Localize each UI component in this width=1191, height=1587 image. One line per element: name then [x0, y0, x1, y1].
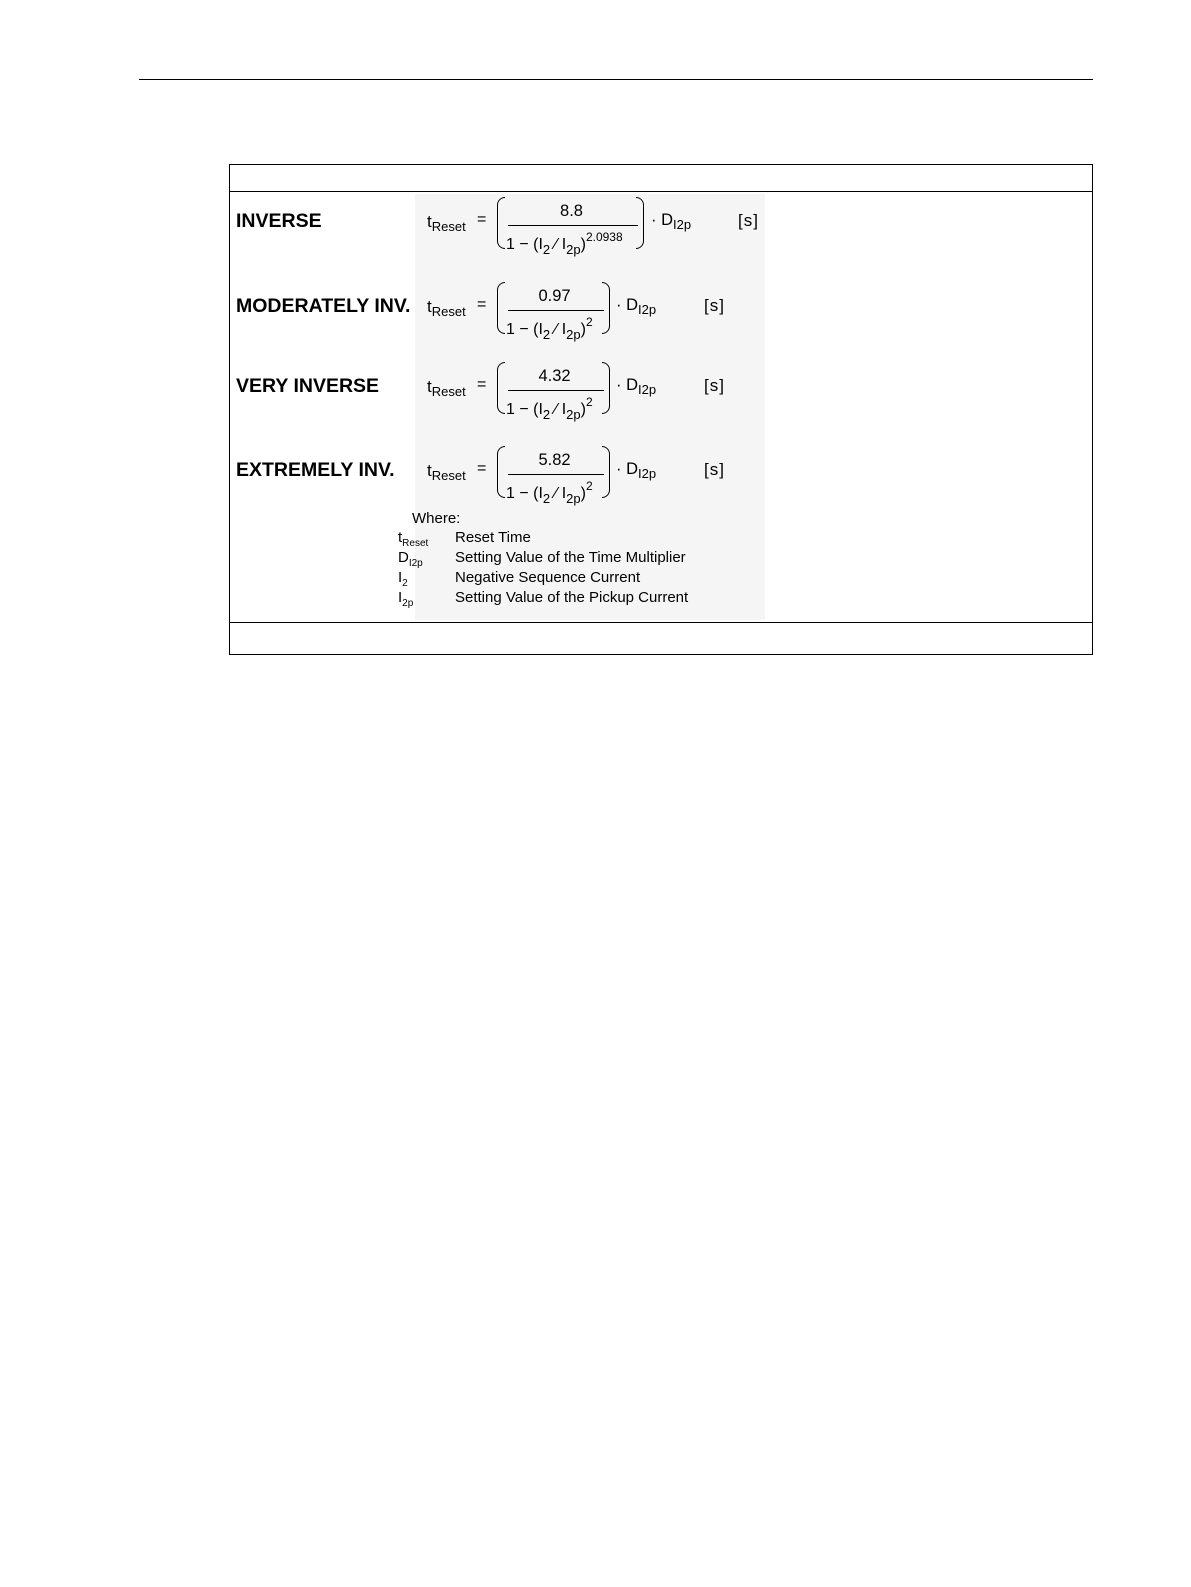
characteristic-name: INVERSE [236, 210, 322, 232]
time-multiplier: · $D_{I2p}$ [616, 296, 657, 317]
unit-seconds: [s] [704, 296, 725, 315]
numerator: 4.32 [538, 367, 571, 385]
denominator: $1 - (I_2$ ⁄ $I_{2p})^{2.0938}$ [506, 230, 623, 257]
right-paren [602, 282, 610, 334]
time-multiplier: · $D_{I2p}$ [616, 460, 657, 481]
t-reset-symbol: $t_{Reset}$ [427, 297, 466, 319]
legend-description: Setting Value of the Pickup Current [455, 589, 689, 606]
fraction-bar [508, 310, 604, 311]
formula-row-extremely-inverse [230, 444, 1092, 514]
characteristic-name: EXTREMELY INV. [236, 459, 395, 481]
numerator: 5.82 [538, 451, 571, 469]
legend-description: Reset Time [455, 529, 531, 546]
right-paren [602, 362, 610, 414]
equals-sign: = [477, 460, 487, 477]
equals-sign: = [477, 296, 487, 313]
fraction-bar [508, 225, 638, 226]
t-reset-symbol: $t_{Reset}$ [427, 212, 466, 234]
fraction-bar [508, 474, 604, 475]
characteristic-name: VERY INVERSE [236, 375, 380, 397]
unit-seconds: [s] [704, 376, 725, 395]
formula-row-very-inverse [230, 360, 1092, 430]
numerator: 8.8 [560, 202, 583, 220]
right-paren [602, 446, 610, 498]
unit-seconds: [s] [704, 460, 725, 479]
denominator: $1 - (I_2$ ⁄ $I_{2p})^2$ [506, 315, 593, 342]
denominator: $1 - (I_2$ ⁄ $I_{2p})^2$ [506, 395, 593, 422]
left-paren [497, 362, 505, 414]
legend-description: Setting Value of the Time Multiplier [455, 549, 686, 566]
denominator: $1 - (I_2$ ⁄ $I_{2p})^2$ [506, 479, 593, 506]
time-multiplier: · $D_{I2p}$ [616, 376, 657, 397]
where-title: Where: [412, 510, 461, 527]
equals-sign: = [477, 211, 487, 228]
header-rule [139, 79, 1093, 80]
fraction-bar [508, 390, 604, 391]
left-paren [497, 282, 505, 334]
unit-seconds: [s] [738, 211, 759, 230]
left-paren [497, 446, 505, 498]
t-reset-symbol: $t_{Reset}$ [427, 461, 466, 483]
formula-row-moderately-inverse [230, 280, 1092, 350]
left-paren [497, 197, 505, 249]
legend-description: Negative Sequence Current [455, 569, 641, 586]
legend-symbol: $t_{Reset}$ [398, 529, 429, 549]
numerator: 0.97 [538, 287, 571, 305]
table-header-rule [230, 191, 1092, 192]
equals-sign: = [477, 376, 487, 393]
characteristic-name: MODERATELY INV. [236, 295, 411, 317]
legend-symbol: $I_{2p}$ [398, 589, 414, 609]
table-footer-rule [230, 622, 1092, 623]
t-reset-symbol: $t_{Reset}$ [427, 377, 466, 399]
legend-symbol: $I_2$ [398, 569, 408, 589]
legend-symbol: $D_{I2p}$ [398, 549, 423, 569]
formula-table [229, 164, 1093, 655]
formula-row-inverse [230, 195, 1092, 265]
right-paren [636, 197, 644, 249]
time-multiplier: · $D_{I2p}$ [651, 211, 692, 232]
